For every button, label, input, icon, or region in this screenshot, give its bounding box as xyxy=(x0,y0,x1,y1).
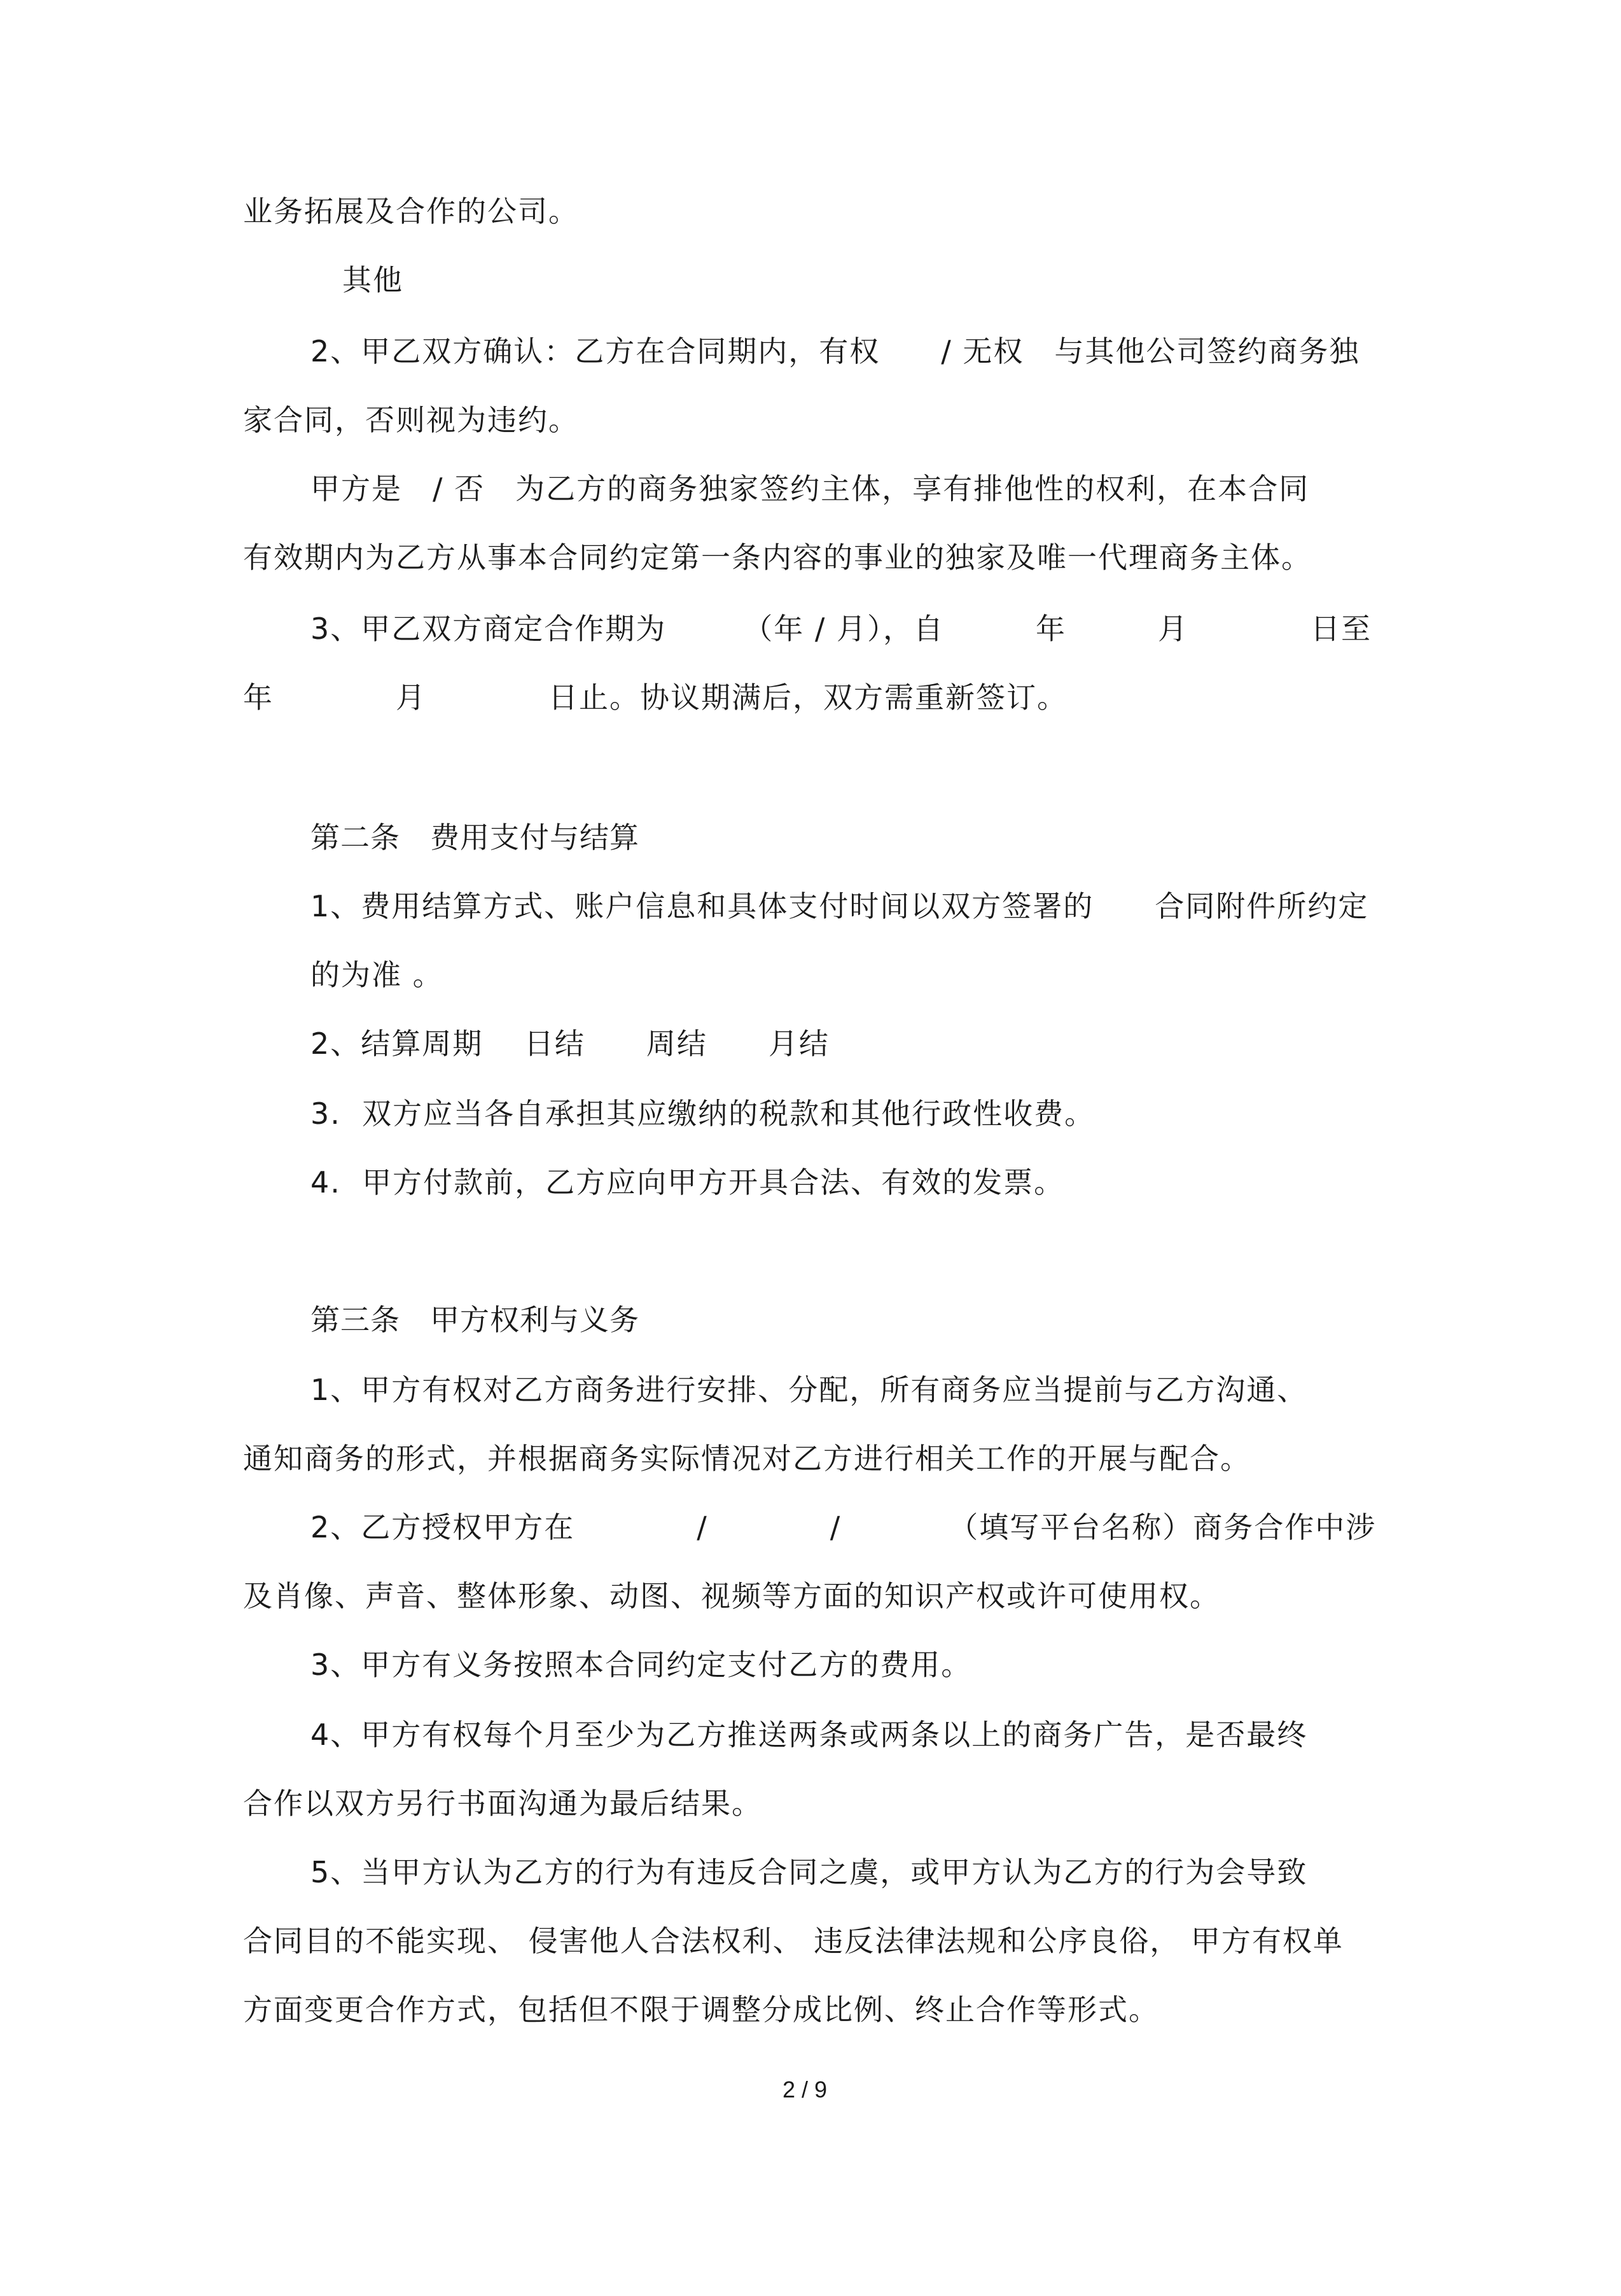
text-line-22: 合同目的不能实现、 侵害他人合法权利、 违反法律法规和公序良俗， 甲方有权单 xyxy=(243,1924,1344,1958)
text-line-14: 1、甲方有权对乙方商务进行安排、分配，所有商务应当提前与乙方沟通、 xyxy=(310,1373,1308,1407)
text-line-23: 方面变更合作方式，包括但不限于调整分成比例、终止合作等形式。 xyxy=(243,1992,1159,2027)
text-line-16: 2、乙方授权甲方在 / / （填写平台名称）商务合作中涉 xyxy=(310,1510,1377,1544)
text-line-20: 合作以双方另行书面沟通为最后结果。 xyxy=(243,1786,762,1821)
text-line-12: 3. 双方应当各自承担其应缴纳的税款和其他行政性收费。 xyxy=(310,1096,1096,1131)
page-number: 2 / 9 xyxy=(783,2076,828,2103)
text-line-7: 3、甲乙双方商定合作期为 （年 / 月），自 年 月 日至 xyxy=(310,612,1372,646)
text-line-10: 的为准 。 xyxy=(310,958,443,992)
text-line-3: 2、甲乙双方确认：乙方在合同期内，有权 / 无权 与其他公司签约商务独 xyxy=(310,334,1360,368)
text-line-4: 家合同，否则视为违约。 xyxy=(243,403,579,437)
text-line-15: 通知商务的形式，并根据商务实际情况对乙方进行相关工作的开展与配合。 xyxy=(243,1441,1251,1476)
text-line-18: 3、甲方有义务按照本合同约定支付乙方的费用。 xyxy=(310,1648,972,1682)
text-line-19: 4、甲方有权每个月至少为乙方推送两条或两条以上的商务广告，是否最终 xyxy=(310,1718,1308,1752)
text-line-11: 2、结算周期 日结 周结 月结 xyxy=(310,1026,830,1061)
text-line-21: 5、当甲方认为乙方的行为有违反合同之虞，或甲方认为乙方的行为会导致 xyxy=(310,1855,1308,1889)
text-line-1: 业务拓展及合作的公司。 xyxy=(243,194,579,228)
text-line-9: 1、费用结算方式、账户信息和具体支付时间以双方签署的 合同附件所约定 xyxy=(310,889,1369,923)
section-heading-article-2: 第二条 费用支付与结算 xyxy=(310,820,639,855)
text-line-17: 及肖像、声音、整体形象、动图、视频等方面的知识产权或许可使用权。 xyxy=(243,1579,1220,1613)
text-line-2: 其他 xyxy=(342,263,403,297)
text-line-13: 4. 甲方付款前，乙方应向甲方开具合法、有效的发票。 xyxy=(310,1165,1065,1200)
section-heading-article-3: 第三条 甲方权利与义务 xyxy=(310,1303,639,1337)
text-line-8: 年 月 日止。协议期满后，双方需重新签订。 xyxy=(243,680,1068,715)
text-line-5: 甲方是 / 否 为乙方的商务独家签约主体，享有排他性的权利，在本合同 xyxy=(310,472,1310,506)
text-line-6: 有效期内为乙方从事本合同约定第一条内容的事业的独家及唯一代理商务主体。 xyxy=(243,540,1312,575)
